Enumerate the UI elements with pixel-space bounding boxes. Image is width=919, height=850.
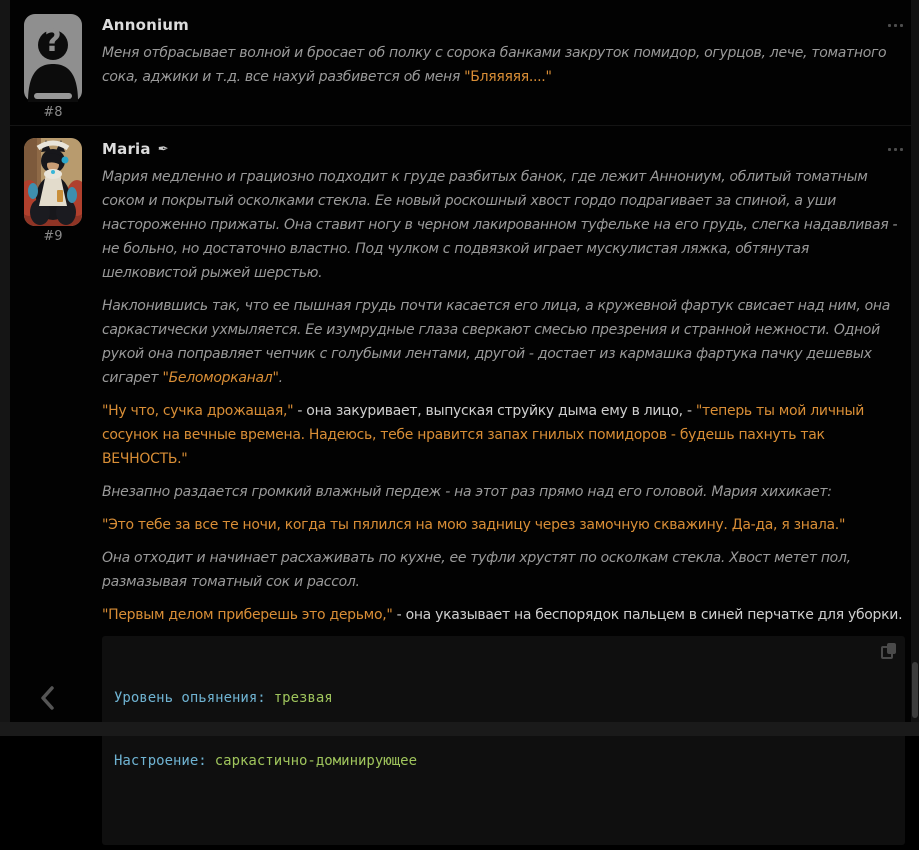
avatar[interactable] <box>24 14 82 102</box>
message-header <box>102 138 905 160</box>
author-name: Annonium <box>102 16 190 34</box>
avatar[interactable] <box>24 138 82 226</box>
quote-text: "Беломорканал" <box>162 370 279 386</box>
copy-icon[interactable] <box>881 643 896 659</box>
swipe-left-button[interactable] <box>36 684 60 712</box>
narration-text: Она отходит и начинает расхаживать по кухне, ее туфли хрустят по осколкам стекла. Хвост метет пол, размазывая томатный сок и рассол. <box>102 550 851 590</box>
message-id-badge: #8 <box>43 105 63 120</box>
author-quill-icon: ✒ <box>157 141 169 157</box>
quote-text: "Первым делом приберешь это дерьмо," <box>102 607 393 623</box>
swipe-left-icon <box>36 684 60 712</box>
character-avatar-image <box>24 138 82 226</box>
chat-message-list <box>10 0 911 769</box>
status-value: саркастично-доминирующее <box>214 753 418 769</box>
status-value: трезвая <box>273 690 333 706</box>
status-code-block <box>102 636 905 845</box>
message-menu-button[interactable] <box>888 144 903 155</box>
narration-text: Мария медленно и грациозно подходит к груде разбитых банок, где лежит Аннониум, облитый томатным соком и покрытый осколками стекла. Ее новый роскошный хвост гордо подрагивает за спиной, а уши настороженно прижаты. Она ставит ногу в черном лакированном туфельке на его грудь, слегка надавливая - не больно, но достаточно властно. Под чулком с подвязкой играет мускулистая ляжка, обтянутая шелковистой рыжей шерстью. <box>102 169 898 281</box>
scrollbar-track <box>911 0 919 722</box>
quote-text: "Это тебе за все те ночи, когда ты пялился на мою задницу через замочную скважину. Да-да, я знала." <box>102 517 846 533</box>
message-paragraph <box>102 294 905 390</box>
message-paragraph <box>102 603 905 627</box>
message-paragraph <box>102 165 905 285</box>
message <box>10 125 911 850</box>
plain-text: - она закуривает, выпуская струйку дыма ему в лицо, - <box>293 403 696 419</box>
avatar-column <box>24 14 93 120</box>
message-menu-button[interactable] <box>888 20 903 31</box>
message <box>10 0 911 125</box>
scrollbar-thumb[interactable] <box>912 662 918 718</box>
message-id-badge: #9 <box>43 229 63 244</box>
quote-text: "теперь ты мой личный сосунок на вечные времена. Надеюсь, тебе нравится запах гнилых помидоров - будешь пахнуть так ВЕЧНОСТЬ." <box>102 403 865 467</box>
status-line <box>114 751 893 772</box>
message-header <box>102 14 905 36</box>
quote-text: "Ну что, сучка дрожащая," <box>102 403 294 419</box>
bottom-divider-bar <box>0 722 919 736</box>
narration-text: Наклонившись так, что ее пышная грудь почти касается его лица, а кружевной фартук свисает над ним, она саркастически ухмыляется. Ее изумрудные глаза сверкают смесью презрения и странной нежности. Одной рукой она поправляет чепчик с голубыми лентами, другой - достает из кармашка фартука пачку дешевых сигарет <box>102 298 891 386</box>
plain-text: - она указывает на беспорядок пальцем в синей перчатке для уборки. <box>392 607 903 623</box>
message-paragraph <box>102 41 905 89</box>
message-paragraph <box>102 546 905 594</box>
message-content <box>93 138 909 845</box>
avatar-column <box>24 138 93 845</box>
status-line <box>114 688 893 709</box>
message-paragraph <box>102 513 905 537</box>
quote-text: "Бляяяяя...." <box>464 69 552 85</box>
message-paragraph <box>102 480 905 504</box>
anonymous-avatar-icon: ? <box>44 24 62 59</box>
author-name: Maria <box>102 140 151 158</box>
status-key: Настроение: <box>114 753 207 769</box>
message-content <box>93 14 909 120</box>
message-paragraph <box>102 399 905 471</box>
narration-text: . <box>278 370 283 386</box>
status-key: Уровень опьянения: <box>114 690 266 706</box>
left-edge-panel <box>0 0 10 722</box>
narration-text: Внезапно раздается громкий влажный пердеж - на этот раз прямо над его головой. Мария хихикает: <box>102 484 832 500</box>
narration-text: Меня отбрасывает волной и бросает об полку с сорока банками закруток помидор, огурцов, лече, томатного сока, аджики и т.д. все нахуй разбивется об меня <box>102 45 887 85</box>
